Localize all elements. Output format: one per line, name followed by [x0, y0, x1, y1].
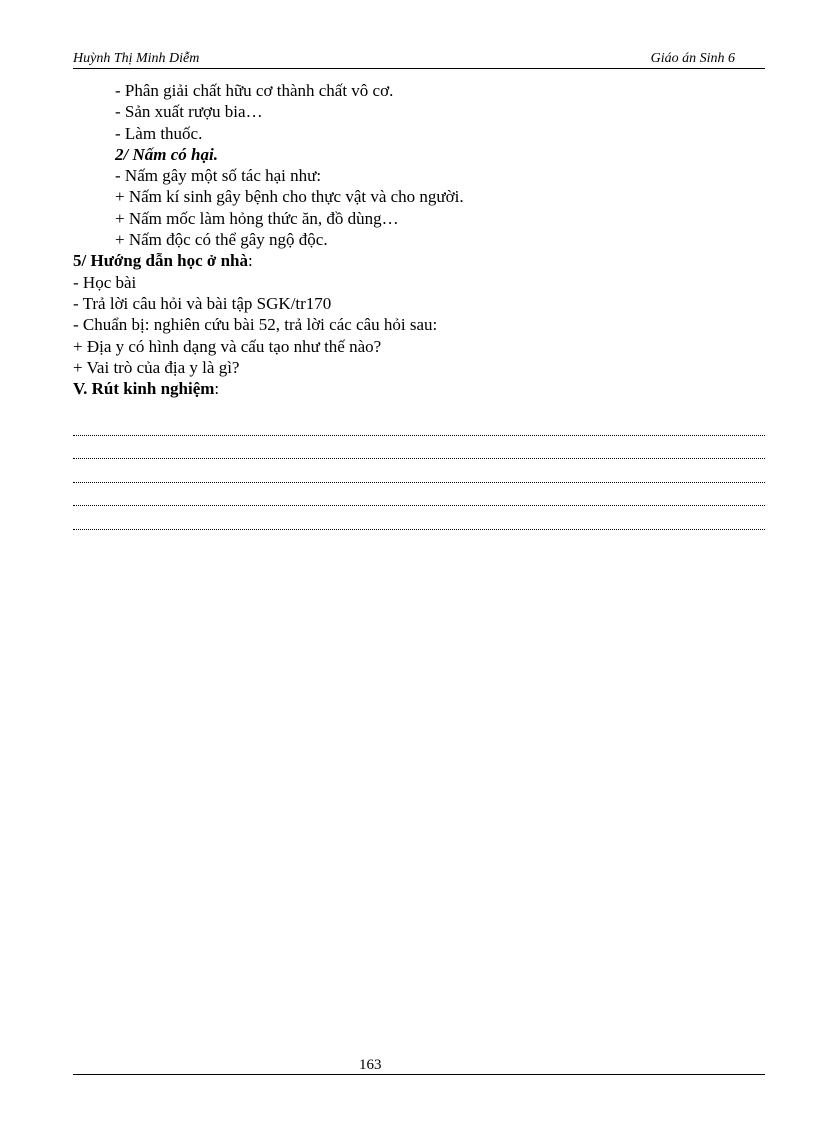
harm-line: + Nấm mốc làm hỏng thức ăn, đồ dùng…	[115, 208, 399, 228]
dotted-line	[73, 436, 765, 460]
section6-heading-text: V. Rút kinh nghiệm	[73, 379, 215, 399]
dotted-line	[73, 459, 765, 483]
harm-line: + Nấm kí sinh gây bệnh cho thực vật và cho người.	[115, 187, 464, 207]
header-title: Giáo án Sinh 6	[650, 51, 735, 66]
section5-heading	[73, 250, 765, 271]
homework-line: - Học bài	[73, 272, 137, 292]
benefit-line: - Sản xuất rượu bia…	[115, 102, 263, 122]
page-number: 163	[359, 1057, 382, 1073]
harm-line: - Nấm gây một số tác hại như:	[115, 166, 322, 186]
homework-line: + Vai trò của địa y là gì?	[73, 357, 240, 377]
benefit-line: - Làm thuốc.	[115, 123, 203, 143]
homework-line: - Chuẩn bị: nghiên cứu bài 52, trả lời các câu hỏi sau:	[73, 315, 438, 335]
page-footer	[73, 1056, 765, 1075]
homework-line: + Địa y có hình dạng và cấu tạo như thế nào?	[73, 336, 382, 356]
harm-line: + Nấm độc có thể gây ngộ độc.	[115, 230, 328, 250]
section6-heading	[73, 378, 765, 399]
dotted-line	[73, 483, 765, 507]
benefit-line: - Phân giải chất hữu cơ thành chất vô cơ.	[115, 81, 394, 100]
homework-line: - Trả lời câu hỏi và bài tập SGK/tr170	[73, 293, 332, 313]
subheading-harmful-fungi: 2/ Nấm có hại.	[115, 144, 218, 164]
document-body	[73, 80, 765, 399]
header-author: Huỳnh Thị Minh Diễm	[73, 51, 200, 66]
section5-heading-text: 5/ Hướng dẫn học ở nhà	[73, 251, 248, 271]
dotted-line	[73, 506, 765, 530]
experience-notes-lines	[73, 412, 765, 530]
dotted-line	[73, 412, 765, 436]
section5-colon: :	[248, 251, 253, 271]
section6-colon: :	[214, 379, 220, 399]
page-header	[73, 50, 765, 69]
